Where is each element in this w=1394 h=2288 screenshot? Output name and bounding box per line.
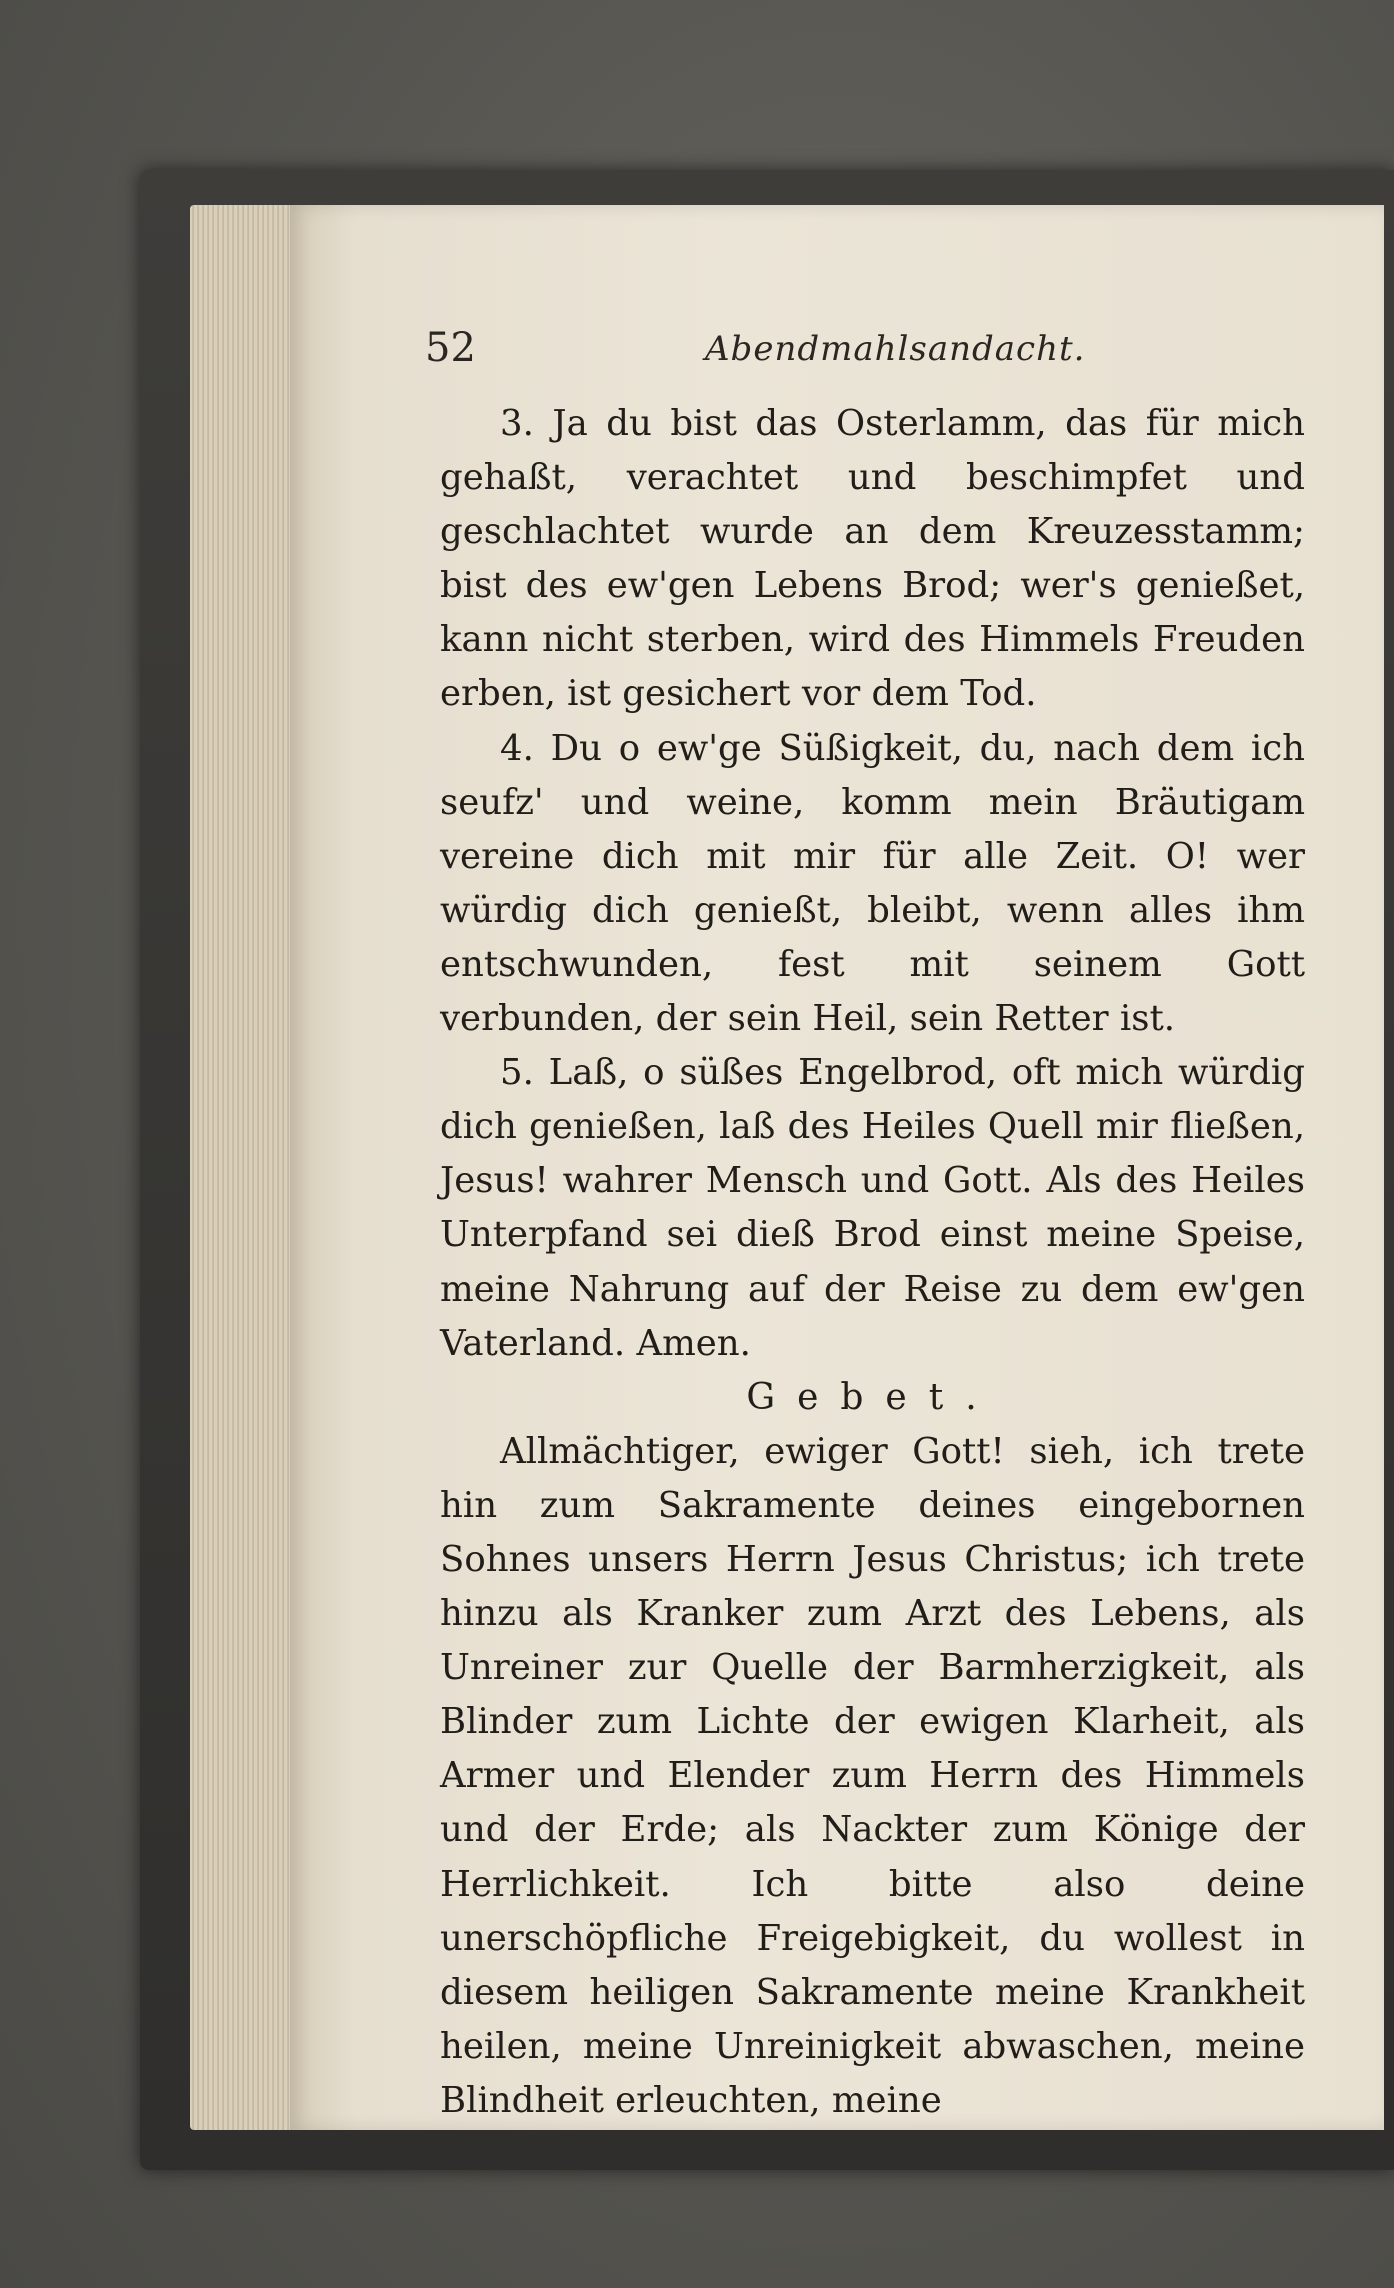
page-body [440,397,1305,2128]
page-number: 52 [425,325,476,371]
page-edges [190,205,300,2130]
running-head: Abendmahlsandacht. [705,329,1086,369]
verse-3: 3. Ja du bist das Osterlamm, das für mich gehaßt, verachtet und beschimpfet und geschlachtet wurde an dem Kreuzesstamm; bist des ew'gen Lebens Brod; wer's genießet, kann nicht sterben, wird des Himmels Freuden erben, ist gesichert vor dem Tod. [440,403,1305,715]
verse-4: 4. Du o ew'ge Süßigkeit, du, nach dem ich seufz' und weine, komm mein Bräutigam vereine dich mit mir für alle Zeit. O! wer würdig dich genießt, bleibt, wenn alles ihm entschwunden, fest mit seinem Gott verbunden, der sein Heil, sein Retter ist. [440,727,1305,1040]
verse-5: 5. Laß, o süßes Engelbrod, oft mich würdig dich genießen, laß des Heiles Quell mir fließen, Jesus! wahrer Mensch und Gott. Als des Heiles Unterpfand sei dieß Brod einst meine Speise, meine Nahrung auf der Reise zu dem ew'gen Vaterland. Amen. [440,1052,1305,1364]
page-header [425,325,1305,375]
prayer-text: Allmächtiger, ewiger Gott! sieh, ich trete hin zum Sakramente deines eingebornen Sohnes unsers Herrn Jesus Christus; ich trete hinzu als Kranker zum Arzt des Lebens, als Unreiner zur Quelle der Barmherzigkeit, als Blinder zum Lichte der ewigen Klarheit, als Armer und Elender zum Herrn des Himmels und der Erde; als Nackter zum Könige der Herrlichkeit. Ich bitte also deine unerschöpfliche Freigebigkeit, du wollest in diesem heiligen Sakramente meine Krankheit heilen, meine Unreinigkeit abwaschen, meine Blindheit erleuchten, meine [440,1430,1305,2121]
section-title: Gebet. [746,1376,999,1418]
